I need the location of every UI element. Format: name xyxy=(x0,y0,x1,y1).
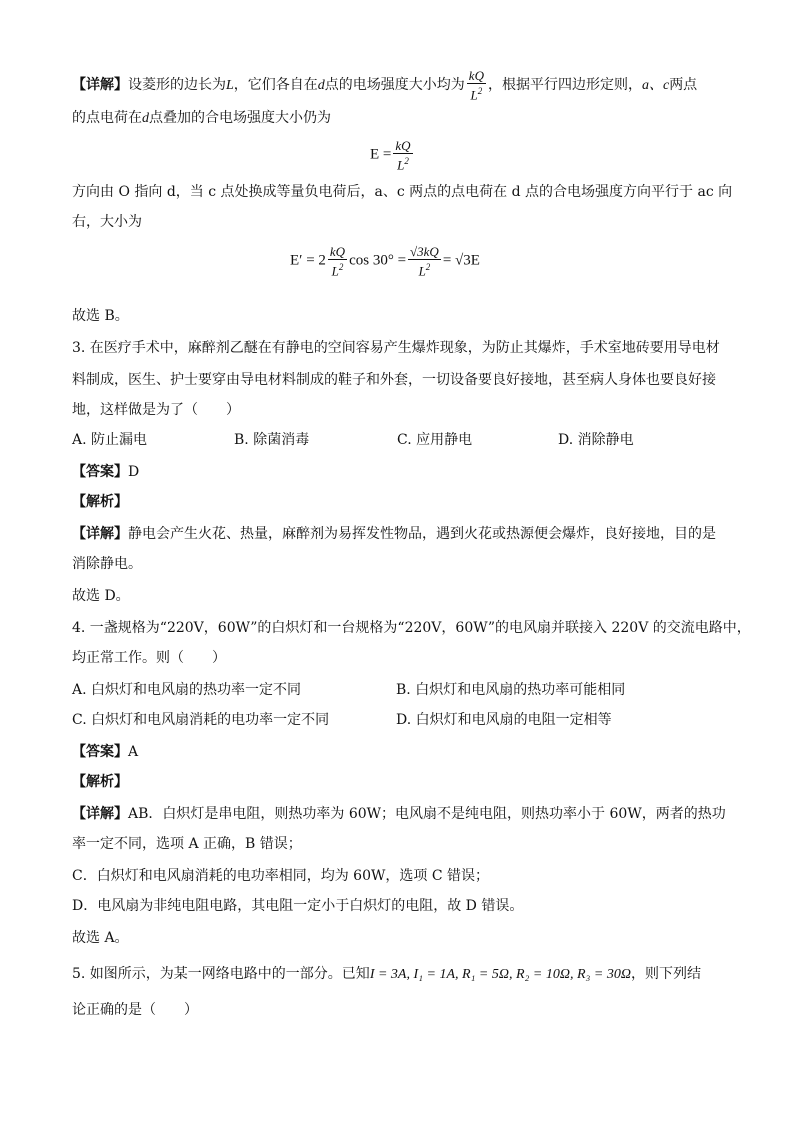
q3-option-a: A. 防止漏电 xyxy=(72,432,148,448)
q3-stem-2: 料制成，医生、护士要穿由导电材料制成的鞋子和外套，一切设备要良好接地，甚至病人身体也要良好接 xyxy=(72,372,716,388)
q4-stem-1: 4. 一盏规格为“220V，60W”的白炽灯和一台规格为“220V，60W”的电风扇并联接入 220V 的交流电路中， xyxy=(72,620,751,636)
fraction-kq-l2: $\frac{kQ}{L^2}$ xyxy=(468,68,484,103)
q5-stem-2: 论正确的是（ ） xyxy=(72,1002,198,1018)
q3-stem-1: 3. 在医疗手术中，麻醉剂乙醚在有静电的空间容易产生爆炸现象，为防止其爆炸，手术室地砖要用导电材 xyxy=(72,340,720,356)
q4-detail-4: D．电风扇为非纯电阻电路，其电阻一定小于白炽灯的电阻，故 D 错误。 xyxy=(72,898,524,914)
q4-detail-3: C．白炽灯和电风扇消耗的电功率相同，均为 60W，选项 C 错误； xyxy=(72,868,489,884)
q2-detail-line-3: 方向由 O 指向 d，当 c 点处换成等量负电荷后，a、c 两点的点电荷在 d 点的合电场强度方向平行于 ac 向 xyxy=(72,184,733,200)
q4-option-d: D. 白炽灯和电风扇的电阻一定相等 xyxy=(396,712,612,728)
q3-conclusion: 故选 D。 xyxy=(72,588,130,604)
q5-stem-1: 5. 如图所示，为某一网络电路中的一部分。已知I = 3A, I₁ = 1A, R₁ = 5Ω, R₂ = 10Ω, R₃ = 30Ω，则下列结 xyxy=(72,966,701,982)
equation-e-prime: E′ = 2 $\frac{kQ}{L^2}$ cos 30° = $\frac{√3kQ}{L^2}$ = √3E xyxy=(290,244,480,279)
q3-detail-1: 【详解】静电会产生火花、热量，麻醉剂为易挥发性物品，遇到火花或热源便会爆炸，良好接地，目的是 xyxy=(72,526,716,542)
q4-detail-1: 【详解】AB．白炽灯是串电阻，则热功率为 60W；电风扇不是纯电阻，则热功率小于 60W，两者的热功 xyxy=(72,806,726,822)
q3-analysis-tag: 【解析】 xyxy=(72,494,128,510)
q2-detail-line-4: 右，大小为 xyxy=(72,214,142,230)
q2-conclusion: 故选 B。 xyxy=(72,308,129,324)
q4-conclusion: 故选 A。 xyxy=(72,930,129,946)
q2-detail-line-1: 【详解】设菱形的边长为L，它们各自在d点的电场强度大小均为 $\frac{kQ}{L^2}$ ，根据平行四边形定则，a、c两点 xyxy=(72,68,698,103)
q3-option-b: B. 除菌消毒 xyxy=(234,432,310,448)
q3-option-d: D. 消除静电 xyxy=(558,432,634,448)
detail-tag: 【详解】 xyxy=(72,77,128,94)
q3-answer: 【答案】D xyxy=(72,464,140,480)
q2-detail-line-2: 的点电荷在d点叠加的合电场强度大小仍为 xyxy=(72,110,331,126)
q3-detail-2: 消除静电。 xyxy=(72,556,142,572)
q3-option-c: C. 应用静电 xyxy=(397,432,473,448)
q4-option-c: C. 白炽灯和电风扇消耗的电功率一定不同 xyxy=(72,712,330,728)
q4-option-b: B. 白炽灯和电风扇的热功率可能相同 xyxy=(396,682,626,698)
q4-detail-2: 率一定不同，选项 A 正确，B 错误； xyxy=(72,836,302,852)
q4-option-a: A. 白炽灯和电风扇的热功率一定不同 xyxy=(72,682,302,698)
q4-answer: 【答案】A xyxy=(72,744,139,760)
equation-e: E = $\frac{kQ}{L^2}$ xyxy=(370,138,411,173)
q4-analysis-tag: 【解析】 xyxy=(72,774,128,790)
q4-stem-2: 均正常工作。则（ ） xyxy=(72,650,226,666)
q5-given-values: I = 3A, I₁ = 1A, R₁ = 5Ω, R₂ = 10Ω, R₃ = 30Ω xyxy=(369,967,631,982)
q3-stem-3: 地，这样做是为了（ ） xyxy=(72,402,240,418)
